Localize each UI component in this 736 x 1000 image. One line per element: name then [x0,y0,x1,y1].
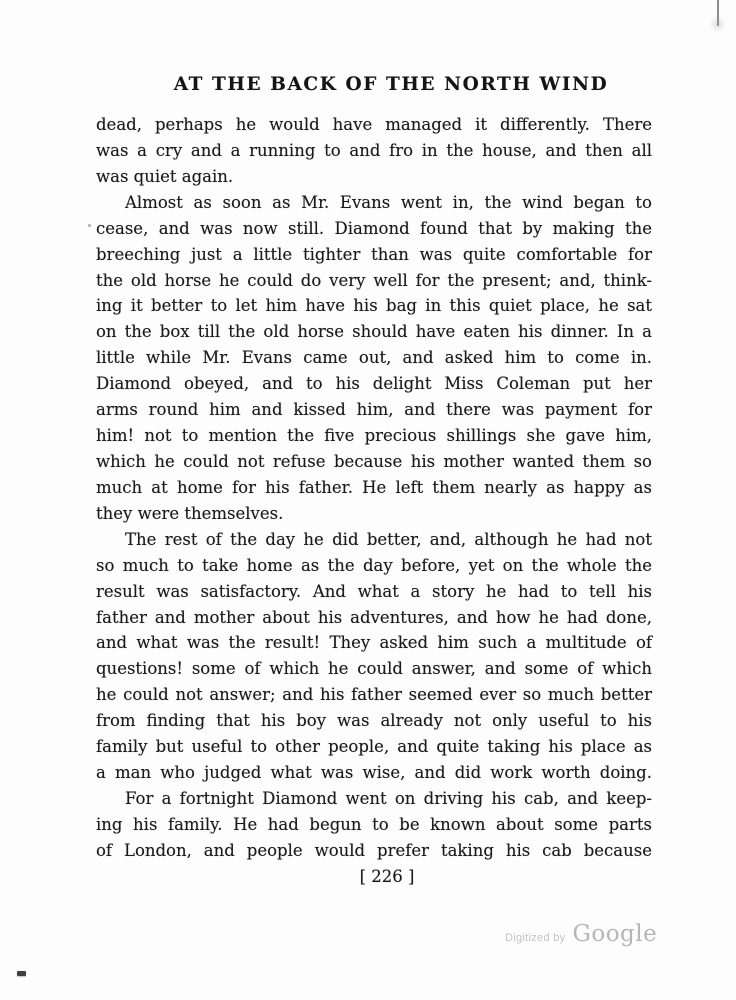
scan-artifact-dash [17,971,26,976]
text-line: breeching just a little tighter than was quite comfortable for [96,244,652,264]
text-line: on the box till the old horse should have eaten his dinner. In a [96,322,652,342]
text-line: which he could not refuse because his mother wanted them so [96,451,652,471]
watermark-text: Digitized by [505,932,566,944]
text-line: cease, and was now still. Diamond found that by making the [96,218,652,238]
text-line: arms round him and kissed him, and there was payment for [96,400,652,420]
body-text [96,112,652,890]
text-line: questions! some of which he could answer, and some of which [96,659,652,679]
text-line: was a cry and a running to and fro in the house, and then all [96,140,652,160]
text-line: of London, and people would prefer taking his cab because [96,840,652,860]
text-line: ing his family. He had begun to be known about some parts [96,814,652,834]
text-line: little while Mr. Evans came out, and asked him to come in. [96,348,652,368]
page-number: [ 226 ] [359,866,415,886]
text-line: much at home for his father. He left them nearly as happy as [96,477,652,497]
text-line: dead, perhaps he would have managed it differently. There [96,115,652,134]
digitization-watermark [505,921,657,947]
scan-artifact-smudge [712,19,723,30]
text-line: from finding that his boy was already not only useful to his [96,711,652,731]
text-line: family but useful to other people, and quite taking his place as [96,737,652,757]
text-line: the old horse he could do very well for the present; and, think- [96,270,652,290]
text-line: was quiet again. [96,166,234,186]
text-line: result was satisfactory. And what a story he had to tell his [96,581,652,601]
text-line: ing it better to let him have his bag in this quiet place, he sat [96,296,652,316]
text-line: so much to take home as the day before, yet on the whole the [96,555,652,575]
scan-artifact-speck [88,224,91,227]
text-line: Diamond obeyed, and to his delight Miss Coleman put her [96,374,652,394]
text-line: a man who judged what was wise, and did work worth doing. [96,763,652,783]
text-line: they were themselves. [96,503,284,523]
text-line: The rest of the day he did better, and, although he had not [125,529,652,549]
text-line: Almost as soon as Mr. Evans went in, the wind began to [125,192,652,212]
text-line: father and mother about his adventures, and how he had done, [96,607,652,627]
text-line: For a fortnight Diamond went on driving his cab, and keep- [125,788,652,808]
running-head: AT THE BACK OF THE NORTH WIND [173,74,609,95]
text-line: him! not to mention the five precious shillings she gave him, [96,426,652,446]
text-line: and what was the result! They asked him such a multitude of [96,633,652,653]
google-logo: Google [572,921,658,947]
text-line: he could not answer; and his father seemed ever so much better [96,685,652,705]
